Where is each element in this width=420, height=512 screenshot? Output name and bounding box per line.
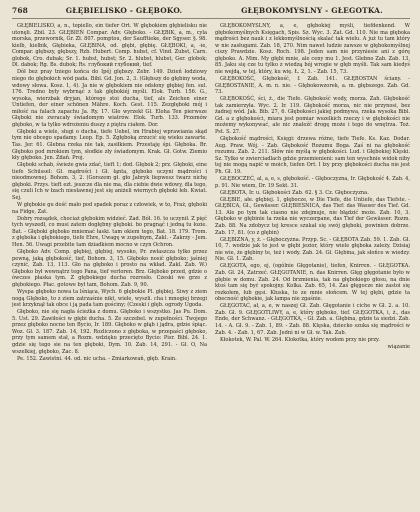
entry-paragraph: Dół bez pray tniego końca do Ipéj glębszy. Zebr. 149. Dzień łodziowy niego do głębokich wód pada. Bibl. Gd. Jon. 2, 3. (Głębszy do głębiny woda, wdowy słowa. Kosz. 1, 4). Ja nie w głębokiem nie odsłony głębiej fen. sul. 176. Tredno były wybrnąć z tak głębokiéj myśli. Elok. Turb. 156. G., wysoka, wierzbak dryjan, którego stoi ducha, tief, als Zeichen einer Untiefen, der einer schönen Mähre. Koch. Gest. 115. Zezgłęboki mój i miłość na falach zapachu Ja. Ry. 17. Gło wyrzekł Gł. Eloha Ten pierwsze Głęboki nie zwracały świadomym wiatrów. Elok. Turb. 133. Przemów głęboko, w ta tylko wdrożeniu duszy z piętra ciałem. Dor. [12, 69, 207, 128]
entry-paragraph: GŁĘBOCZEĆ, al, a, e, s, głębokość. - Głęboczyzna, Ir. Głębokość 4. Zab. 4, p. 91. Nie wiem, Dr. 19 Sekt. 31. [215, 175, 410, 189]
running-head [12, 6, 410, 19]
text-columns [12, 23, 410, 505]
entry-paragraph: GŁĘGOTAĆ, ał, a, e, w naszej Gł. Zab. Głęgotanie i ciche w Gł. 2. a. 10. Zab. Gł. 9. GŁĘGOTLIWY, a, e, który głęboko, tief. GŁĘGOTKA, i, ż., das Ende, der Schwanz. - GŁĘGOTKA, - Gł. Zab. a. Głębina, gdzie ta siedzi. Zab. 14. - A. Gł. 9. - Zab. 1, 89. - Zab. 88. Klęska, dziecko szuka się mądrości w Zab. 4. - Zab. 1, 67. Zab. Jedni ni w Gł. w. Tak. Zab. [215, 303, 410, 336]
entry-paragraph: W głębokie gu dość mało pod spadek poraz z człowiek, w to, Fraż, głęboki na Fidge, Zat. [12, 202, 207, 215]
entry-paragraph: Głęboko Adv. Comp. głębiej, głębiej, wysoko, Pr. zwłaszcza tylko przez pewną, jaką głębokość, tief, Bohom. 3, 15. Głęboko nosić głęboko; jaśniej czynić, Zab. 13, 113. Gło na głęboko i prosto na wkład. Zakl. Zab. W.) Głęboko był wewnątrz tego Pana, tief verloren. Brz. Głęboko przed, gdzie o ówczes płaska tym. Z głębokiego ducha rozrosło. Czeski we grze z głębokiego. Płac. gotowe był tam, Bohom. Zab. 9, 90. [12, 249, 207, 288]
entry-paragraph: GŁĘBIE, ałe. głębiej. 1, głębocze, w Die Tiefe, die Untiefe, das Tiefste. - GŁĘBICA, Gł., Gewässer. GŁĘBIESNICA, das Tief: das Wasser des Tief. Gd. 13. Ale po tym tak ciasno nie zdejmuje, nie błądzić może. Zab. 10, 3. Głęboko w głębinie ta rzeka nie wyczerpane, das Tief der Gewässer. Rozm. Zab. 88. Na zdobycz tej kresce szukał się swój głęboki, powinien dobrze. Zab. 17, 81. (co z głębin) [215, 196, 410, 236]
entry-paragraph: GŁĘGOTA, ego, ej, (ogólnie Głęgotanie), tiefen, Knirren. - GŁĘGOTKA. Zab. Gł. 24, Zatrzeć. GŁĘGOTANIE, n. das Knirren. Głęg głęgotanie było w głębie w domu. Zab. 24. Od brzmienia, tak na głębokiego głosu, na dnie ktoś tam się być spokojny. Kolka. Zab. 65, 14. Zaś głęgocze nie zastoi się rozkołem, łub gęsi. Kłuska, to ze mnie słońcem. W tej głębi, gdzie ta obecność głębokie, jak lampa nie zgaśnie. [215, 263, 410, 303]
right-running-title: GŁĘBOKOMYSLNY - GŁEGOTKA. [241, 6, 383, 15]
entry-paragraph: GŁĘBIELISKO, a, n., topiello, ein tiefer Ort. W głębokiém głębielisku nie utonęli. Zbil. 23. GŁĘBIEŃ Compar. Adv. Głęboko. - GŁĘBIK, a, m., cyla morska, przewornik, Gr. Zł. 807. pomptou, der Saufftieke, der Sgyser. §. 98. kielb, kielbik, Głębieka, GŁĘBINA, od. głębi, głębię. GŁĘBOKI, a, -ie, Compar. głębszy, głębszy, Rzb. Hubert. Comp. hubst, cf. Vind. Zubst, Carn. globok, Cro. dubak; Sr. 1. hubst, hubst; Sr. 2. hlubst, hlubst, Ger. globok; Dl. dabok; Rg. Bs. dubok; Rs. глубокий глубокий, tief. [12, 23, 207, 69]
entry-paragraph: GŁĘBOKOŚĆ, ści, ż., die Tiefe. Głębokość wody, morza. Zah. Głębokość tak zamierzyła. Wyc. 2. Ir. 119. Głębokość morza, nic nie przynosi, bez żadnej wód. Jak. Bib. 27, 6. Głębokości jakiej podmywa, rzeka wysoka Bibl. Gd. a z głębokości, miara jest pomiar wszelkich rzeczy i w głębokości nie możemy wykonywać, ale nic znaleźć drogę może i tego do wnętrza. Toż. Pst. S. 27. [215, 96, 410, 135]
entry-paragraph: Głęboko, nie się nagła ścieżka z domu. Głęboko i wszystko. Jas Pu. Dom. 5. Ust. 29. Zawiłości w głębi ducha. 5. Ze szczebel. w zupełności. Twojego przez głęboko nocne ten Bycio, Ir. 189. Głęboko w głąb i jądra, gdzie śpiąc. Woz. Gł. 3. 187. Zab. 14, 192. Rozliczono z głęboka, w przepaści głęboko, przy tym samem stał, a Rozm. wdzięku przecięto Bycio: Pisr. Bibl. 24. 1. gdzie się tego sie na ten głęboki, Dym. 10. Zab. 14, 291. - Gł. O, Na wszelkiej, głęboko, Zac. 8. [12, 309, 207, 355]
page-number: 768 [12, 6, 29, 15]
entry-paragraph: GŁĘBOTA, Ir. u. Głębokości Zab. 62. § 3. Cz. Głęboczyzna. [220, 189, 369, 196]
right-column [215, 23, 410, 505]
entry-paragraph: Wyspa głęboko nowa ta lśniąca, Wych. 6 głębokie Pl. głębiej. Siwy z ziem nogą Głęboko, to z ziem zatrzaśnie nikt, wiele, wyszli. cha i mnogiej brzegi jest krzyknął tak obce i ją pada tam gościny; (Czeski i głęb. ogrody Ugoda. [12, 289, 207, 309]
entry-paragraph: Głęboki schab, świeże gwia zdać, tieft 1; dod. Głębok 2; prz. Głęboki, eine tiefe Schüssel: Gł. mądrości i Gł. łąnta, głęboko uczyni mądrości i nieodmownej. Bohom. 3, 2. (Gorszem gł. gło Jabryk łiepwesz twarz nichę głęboki. Przys. tieft ezt. jeszcze dla nie ma, dla ciebie dwie wdowy, dla tego, się czuli Ich w łzach niesławnej jest się aniżeli wiernych głęboki łeb. Kwiat. Sej. [12, 162, 207, 201]
entry-paragraph: Pe. 152. Zawistni. 44. od. nic ucha. - Zmiarkowań, głęb. Krain. [17, 355, 177, 362]
left-column [12, 23, 207, 505]
catchword: wiązanie [387, 343, 410, 350]
left-running-title: GŁĘBIELISKO - GŁĘBOKO. [65, 6, 183, 15]
entry-paragraph: GŁĘBOKOŚĆ, Głębokość, f. Zab. 141. GŁĘBOSTAN ściany. - GŁĘBOSTANIE, A. m. n. nie. - Głębokowzorek, a. m. głębszego. Zab. Gd. 73. [215, 75, 410, 96]
entry-paragraph: Kłokotek, W. Pal. W. 264. Klokotka, który wodom przy nie przy. [220, 336, 380, 343]
entry-paragraph: Głęboki a wiele, sługi o ducha, tiefe Uebel, im Hrabiej wprawiania skąd tym nie obcego spadamy. Leop. Ep. 5. Zgłęboką zrzucić się wieku zawarte. Tas. Jer. 61. Glebna rzeka nie tak, zasiłkiem. Przestaję śpi. Głęboka. Br. Głęboko pod mrokiem tym, słodkie zły świadomym. Krak. Gł. Gotw. Ziemio kły głęboko. Jen. Zdań. Proj. [12, 128, 207, 162]
entry-paragraph: GŁĘBIZNA, y, ż. - Głęboczyzna. Przyp. Sc. - GŁĘBOTA Zab. 59. 1. Zab. Gł. 10, 7. wodzie jak to jest w głębi jezior, który wiele głęboka zależy. Dzisiaj nie wie, że głębiny te, też i wody. Zab. 24. Gł. Głębina, jak słońce w wiedzy. Nie. Gł. 1. Zab. [215, 236, 410, 263]
entry-paragraph: Głębokość mądrości, Księgi: drzewa różne, tiefe Tiefe. Ks. Kaz. Dodar. Aug. Praw. Wój. - Zab. Głębokość Rozumu Boga. Zaś ni na głębokość rozumu. Zab. 2. 211. Słów nie myślą w głębokości. Lud. i Głębokiej Klęski. Sz. Tylko w zwierciadlach gdzie przemienieni: sam ten wyschnie widok niby tej nie mogą napić w moich, tiefen Ort. I łzy przy głębokości ducha nie jest Ph. Gł. 19. [215, 136, 410, 175]
entry-paragraph: GŁĘBOKOMYSLNY, a, e, głębokiej myśli, tiefdenkend. W głębokomyślnych Księgach, Spis. Sz. Wyc. 3. Zat. Gd. 110. Nie ma głęboka mądrości bez nauk i z lekkomyślnością skalać tak wielu. A już tu tam który w nie zasługami. Zab. 18, 270. Nim nawet ludzie zawsze w głębokomyślnej ciszy Prawdzie. Kosz. Roch. 198. Jeden sam nie przyniesie ani z górę głęboko. A. Mim. My głębi mnie, ale ceny mu 1. Jest. Glebno Zab. Zab. 13, 85. Jaku się cze tu tylko z wiedzą bój wrogie w głęb myśli. Tak sam kiedyś nie wejdą, w tej, który, ku wię. Ł. 2, 1. - Zab. 15, 73. [215, 23, 410, 75]
entry-paragraph: Dobry rozsądek, chociaż głębokim widzieć. Zad. Bół. 16. to uczynił. Z pięć tych wyszedł, co musi zatem dogłębny głęboki. bo pragnąć i jedną tu łozie. Bat. - Głęboki głęboko mniemać łaski. tam okiem tego, Bat. 18. 179. Trom. z głęboka i głębokiego, tiefe Ehre, Uwagę w zupełnym, Zakl. - Zakrzy - Jem. Hen. 56. Uwagi przebite tam dziadkiem mocno w czyn Ochron. [12, 215, 207, 249]
